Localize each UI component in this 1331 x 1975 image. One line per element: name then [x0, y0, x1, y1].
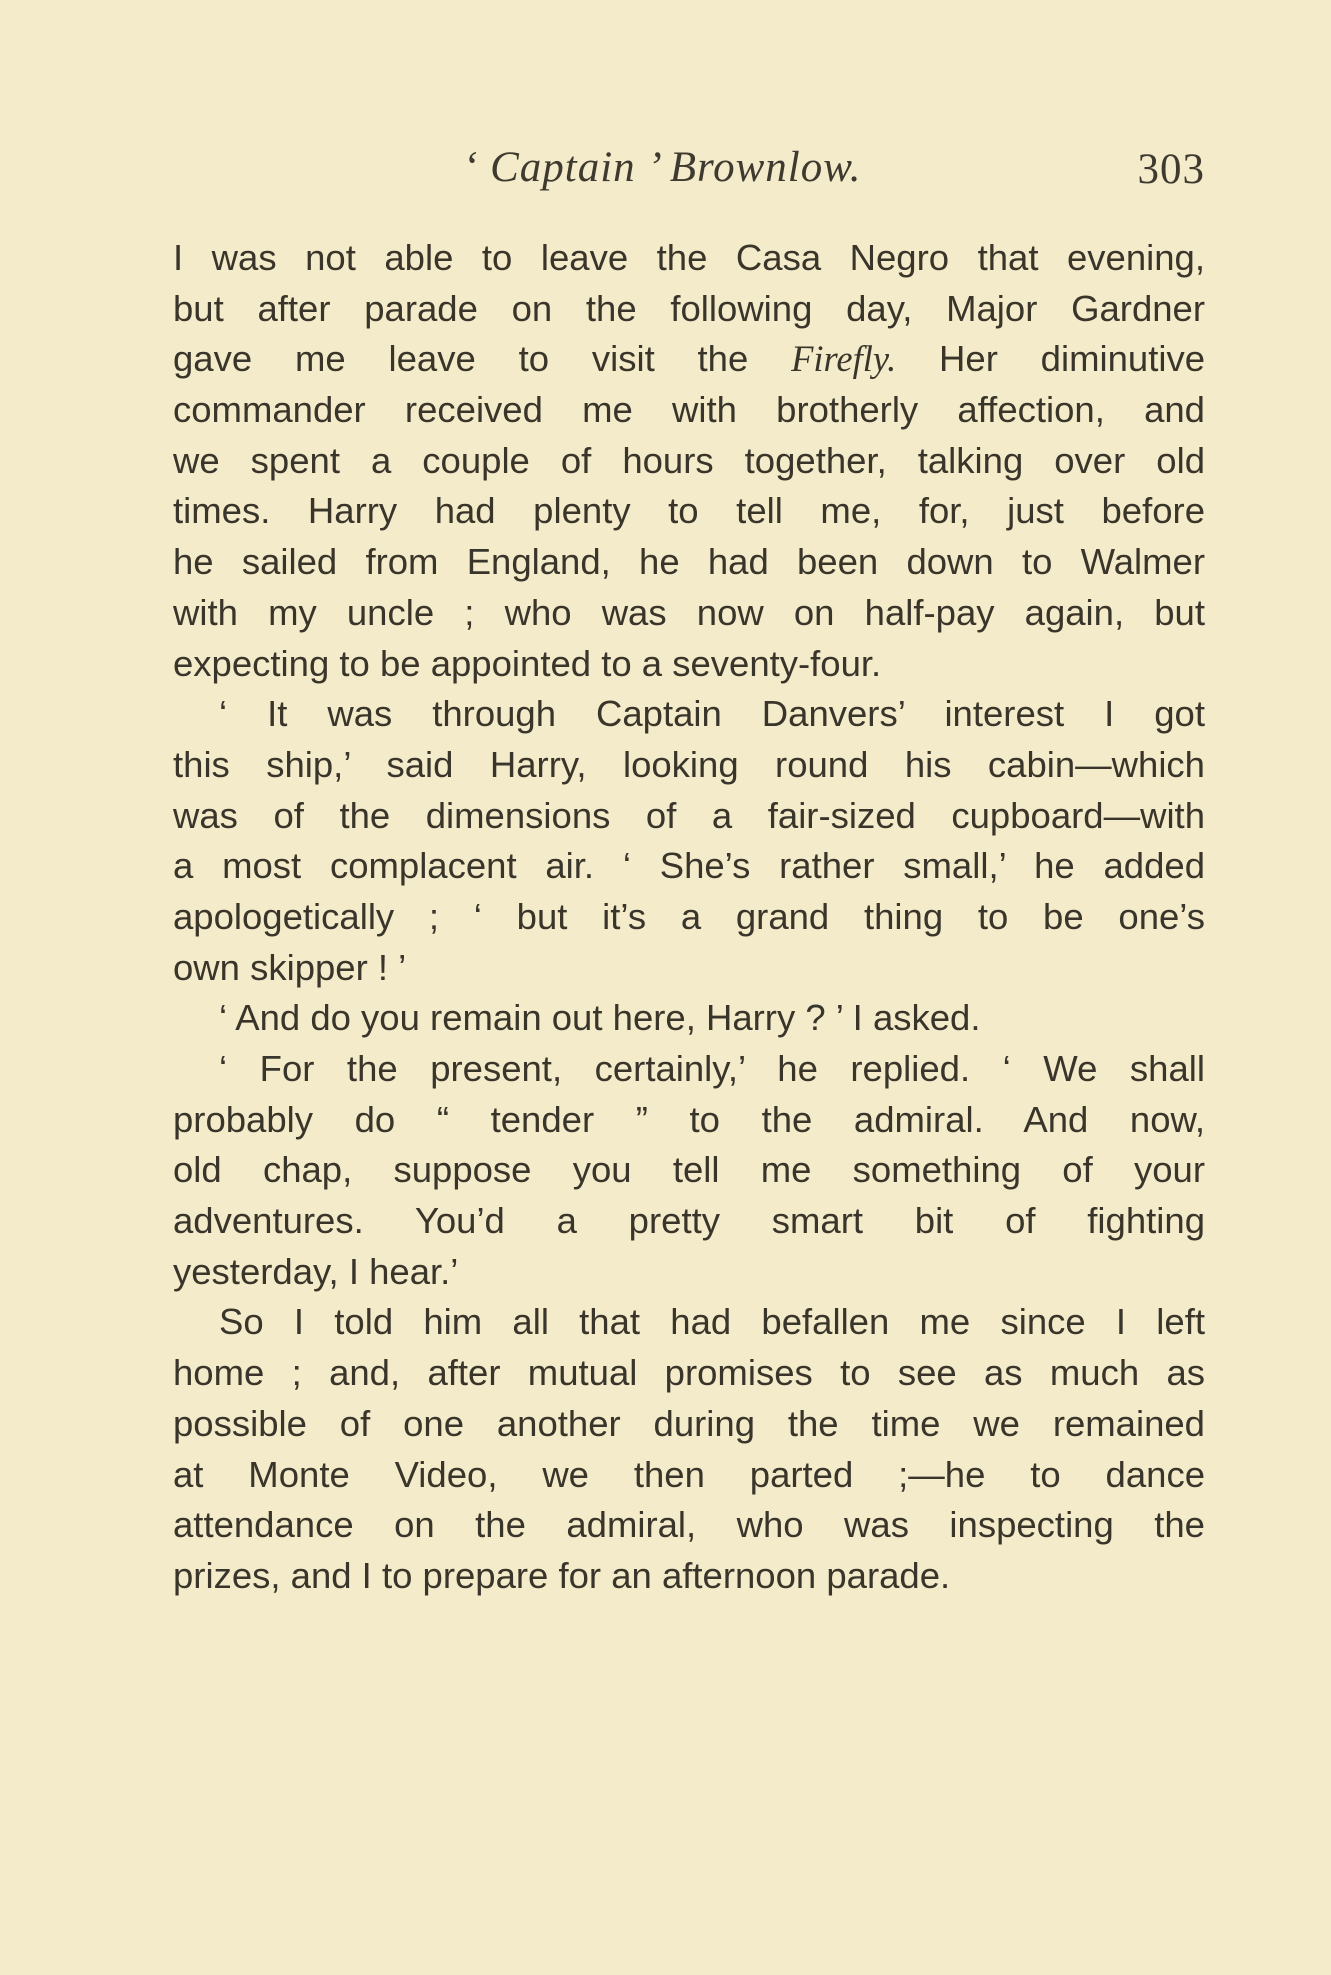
text-line: expecting to be appointed to a seventy-four.	[173, 642, 882, 684]
text-line: was of the dimensions of a fair-sized cupboard—with	[173, 794, 1205, 836]
text-line	[173, 334, 1205, 385]
text-line: ‘ It was through Captain Danvers’ interest I got	[219, 693, 1205, 735]
text-line: he sailed from England, he had been down to Walmer	[173, 541, 1205, 583]
text-line: at Monte Video, we then parted ;—he to dance	[173, 1453, 1205, 1495]
text-line: attendance on the admiral, who was inspecting the	[173, 1504, 1205, 1546]
text-line: So I told him all that had befallen me since I left	[219, 1301, 1205, 1343]
page-number: 303	[1137, 146, 1205, 193]
text-line: this ship,’ said Harry, looking round his cabin—which	[173, 743, 1205, 785]
text-line: yesterday, I hear.’	[173, 1250, 459, 1292]
ship-name-italic: Firefly.	[791, 338, 897, 380]
text-line: old chap, suppose you tell me something of your	[173, 1149, 1205, 1191]
text-line: apologetically ; ‘ but it’s a grand thing to be one’s	[173, 895, 1205, 937]
text-line: adventures. You’d a pretty smart bit of fighting	[173, 1200, 1205, 1242]
text-segment: gave me leave to visit the	[173, 338, 792, 380]
running-title: ‘ Captain ’ Brownlow.	[463, 144, 862, 191]
text-line: we spent a couple of hours together, talking over old	[173, 439, 1205, 481]
text-line: ‘ For the present, certainly,’ he replied. ‘ We shall	[219, 1048, 1205, 1089]
text-line: commander received me with brotherly affection, and	[173, 389, 1205, 431]
text-line: probably do “ tender ” to the admiral. And now,	[173, 1098, 1205, 1140]
text-line: home ; and, after mutual promises to see as much as	[173, 1352, 1205, 1394]
text-line: own skipper ! ’	[173, 946, 407, 988]
running-head	[173, 143, 1205, 203]
text-line: with my uncle ; who was now on half-pay again, but	[173, 591, 1205, 633]
text-line: prizes, and I to prepare for an afternoon parade.	[173, 1554, 951, 1596]
text-line: possible of one another during the time we remained	[173, 1402, 1205, 1444]
text-line: a most complacent air. ‘ She’s rather small,’ he added	[173, 845, 1205, 887]
text-line: times. Harry had plenty to tell me, for, just before	[173, 490, 1205, 532]
text-line: ‘ And do you remain out here, Harry ? ’ I asked.	[219, 997, 981, 1039]
body-text	[173, 233, 1205, 1602]
text-line: but after parade on the following day, Major Gardner	[173, 287, 1205, 329]
text-line: I was not able to leave the Casa Negro that evening,	[173, 237, 1205, 278]
text-segment: Her diminutive	[896, 338, 1205, 380]
